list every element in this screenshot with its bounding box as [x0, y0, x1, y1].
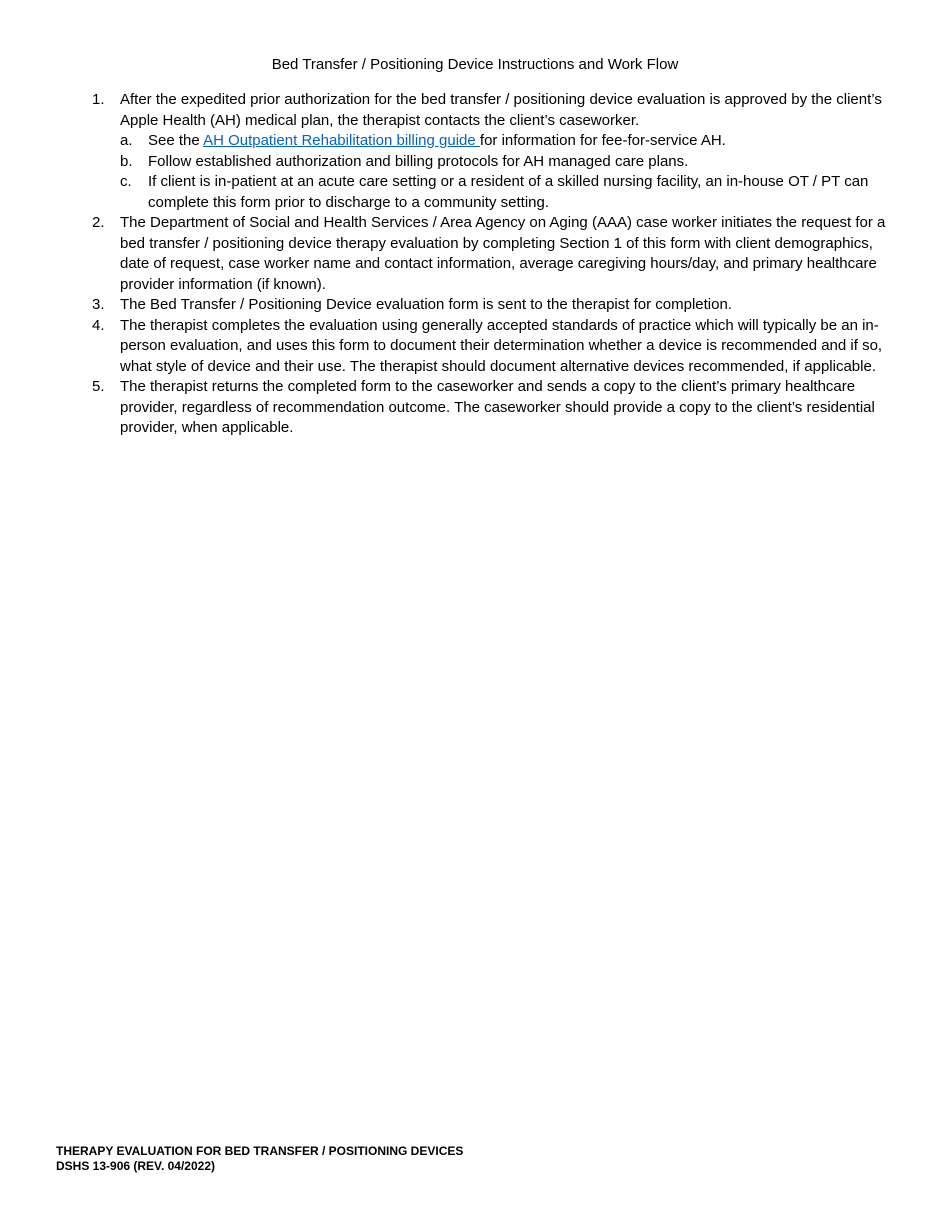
- sub-list-item: [120, 131, 892, 152]
- page-title: Bed Transfer / Positioning Device Instructions and Work Flow: [271, 56, 679, 73]
- billing-guide-link[interactable]: AH Outpatient Rehabilitation billing guide: [203, 132, 480, 149]
- step-number: 1.: [92, 91, 105, 108]
- substep-letter: c.: [120, 173, 132, 190]
- substep-text-before: See the: [148, 132, 204, 149]
- step-number: 3.: [92, 296, 105, 313]
- list-item: [92, 316, 892, 378]
- step-number: 2.: [92, 214, 105, 231]
- form-footer: [56, 1144, 463, 1174]
- step-text: The Bed Transfer / Positioning Device evaluation form is sent to the therapist for completion.: [120, 296, 732, 313]
- list-item: [92, 295, 892, 316]
- step-number: 5.: [92, 378, 105, 395]
- substep-text: If client is in-patient at an acute care setting or a resident of a skilled nursing facility, an in-house OT / PT can complete this form prior to discharge to a community setting.: [148, 173, 869, 211]
- substep-letter: a.: [120, 132, 133, 149]
- form-number: DSHS 13-906 (REV. 04/2022): [56, 1159, 215, 1173]
- substep-text-after: for information for fee-for-service AH.: [479, 132, 726, 149]
- substep-letter: b.: [120, 152, 133, 170]
- step-text: The therapist returns the completed form to the caseworker and sends a copy to the client’s primary healthcare provider, regardless of recommendation outcome. The caseworker should provide a copy to the client’s residential provider, when applicable.: [120, 378, 875, 436]
- sub-list: [120, 131, 892, 213]
- substep-text: Follow established authorization and billing protocols for AH managed care plans.: [148, 152, 689, 170]
- step-text: The therapist completes the evaluation using generally accepted standards of practice which will typically be an in-person evaluation, and uses this form to document their determination whether a device is recommended and if so, what style of device and their use. The therapist should document alternative devices recommended, if applicable.: [120, 316, 883, 375]
- sub-list-item: [120, 172, 892, 213]
- list-item: [92, 90, 892, 213]
- list-item: [92, 377, 892, 439]
- sub-list-item: [120, 152, 892, 173]
- step-text: After the expedited prior authorization for the bed transfer / positioning device evaluation is approved by the client’s Apple Health (AH) medical plan, the therapist contacts the client’s caseworker.: [120, 91, 882, 129]
- list-item: [92, 213, 892, 295]
- step-number: 4.: [92, 316, 105, 334]
- instruction-list: [92, 90, 892, 439]
- form-name: THERAPY EVALUATION FOR BED TRANSFER / POSITIONING DEVICES: [56, 1144, 464, 1158]
- step-text: The Department of Social and Health Services / Area Agency on Aging (AAA) case worker initiates the request for a bed transfer / positioning device therapy evaluation by completing Section 1 of this form with client demographics, date of request, case worker name and contact information, average caregiving hours/day, and primary healthcare provider information (if known).: [120, 214, 886, 293]
